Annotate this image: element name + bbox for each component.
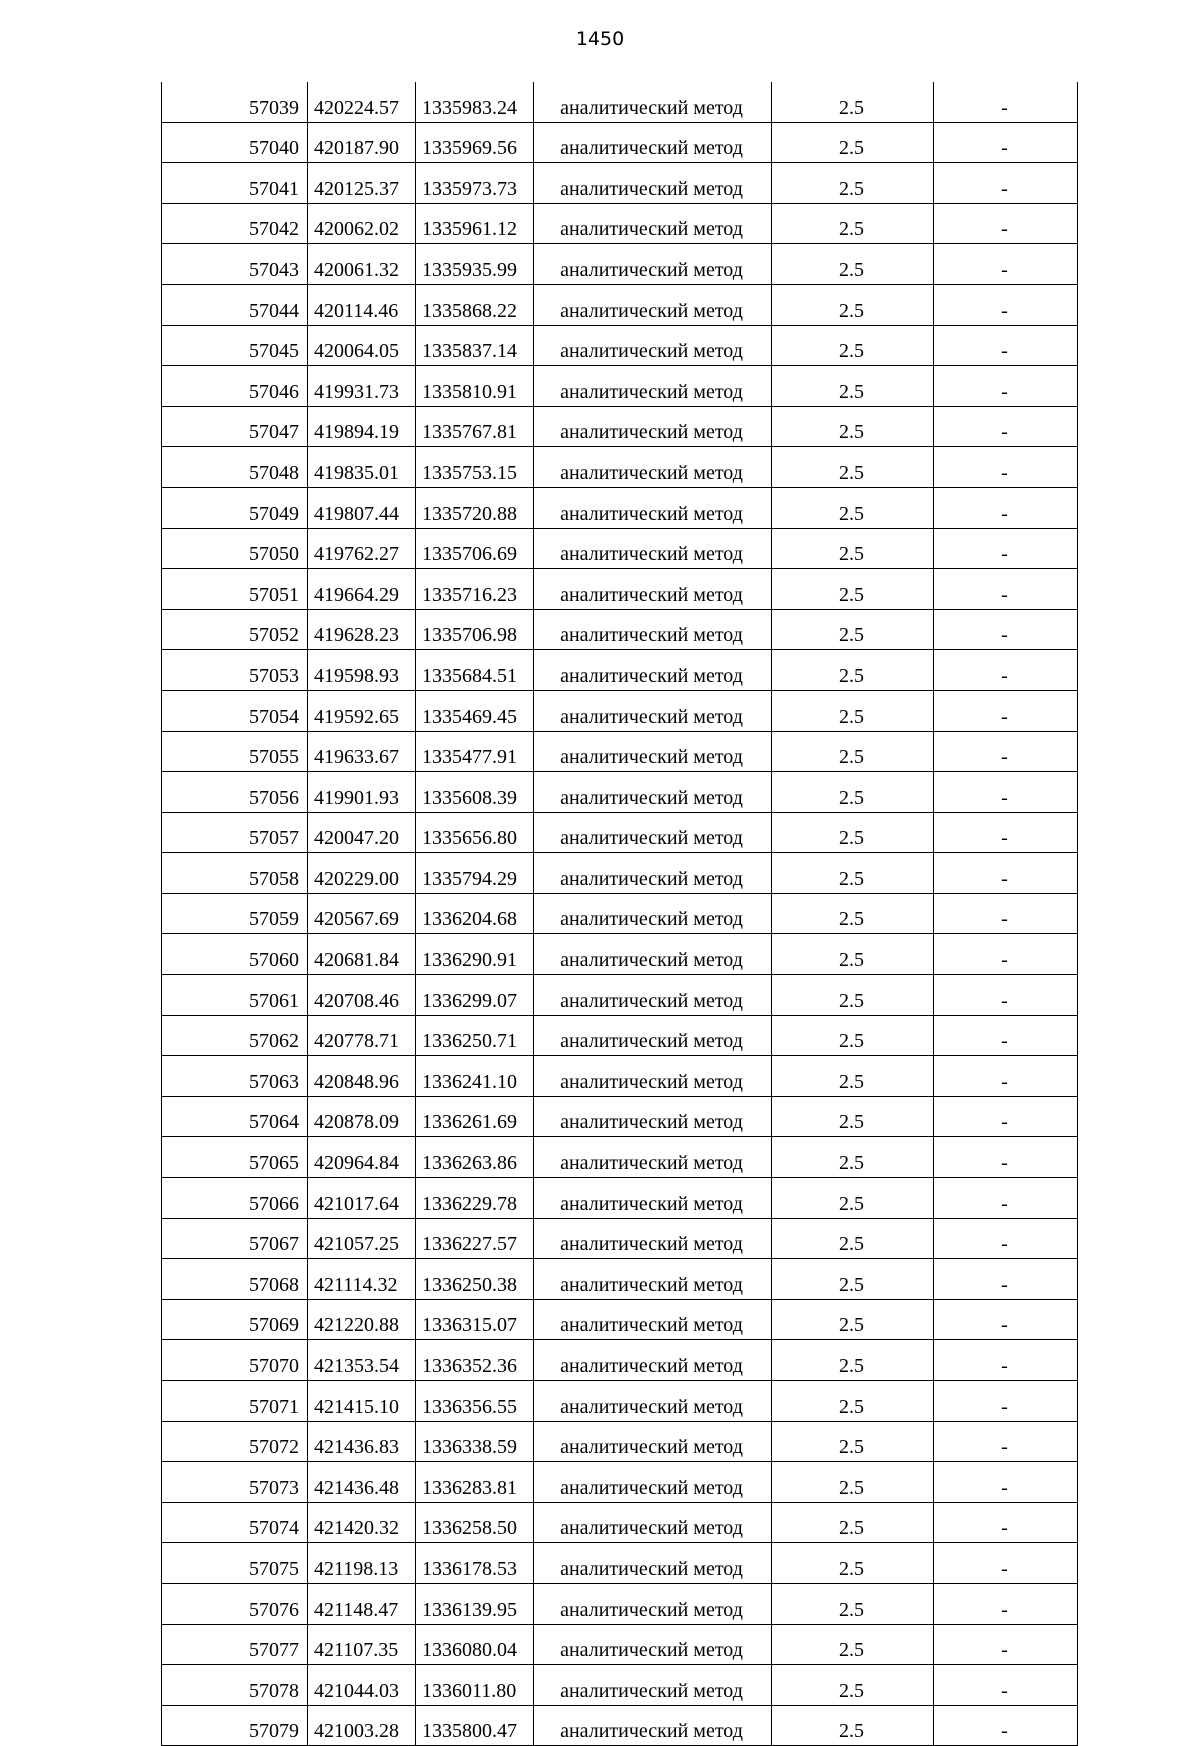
note-cell: - <box>934 1340 1078 1381</box>
point-number-cell: 57056 <box>162 772 308 813</box>
table-row <box>162 325 1078 366</box>
table-row <box>162 1462 1078 1503</box>
x-coordinate-cell: 419901.93 <box>308 772 416 813</box>
accuracy-cell: 2.5 <box>772 1462 934 1503</box>
accuracy-cell: 2.5 <box>772 731 934 772</box>
point-number-cell: 57040 <box>162 122 308 163</box>
method-cell: аналитический метод <box>534 812 772 853</box>
accuracy-cell: 2.5 <box>772 325 934 366</box>
note-cell: - <box>934 82 1078 122</box>
y-coordinate-cell: 1336356.55 <box>416 1381 534 1422</box>
method-cell: аналитический метод <box>534 1462 772 1503</box>
note-cell: - <box>934 447 1078 488</box>
y-coordinate-cell: 1336204.68 <box>416 893 534 934</box>
note-cell: - <box>934 690 1078 731</box>
point-number-cell: 57058 <box>162 853 308 894</box>
table-row <box>162 1218 1078 1259</box>
method-cell: аналитический метод <box>534 1381 772 1422</box>
accuracy-cell: 2.5 <box>772 82 934 122</box>
x-coordinate-cell: 419633.67 <box>308 731 416 772</box>
table-row <box>162 609 1078 650</box>
point-number-cell: 57050 <box>162 528 308 569</box>
point-number-cell: 57049 <box>162 487 308 528</box>
y-coordinate-cell: 1335810.91 <box>416 366 534 407</box>
table-row <box>162 1137 1078 1178</box>
accuracy-cell: 2.5 <box>772 975 934 1016</box>
method-cell: аналитический метод <box>534 1624 772 1665</box>
x-coordinate-cell: 419664.29 <box>308 569 416 610</box>
method-cell: аналитический метод <box>534 772 772 813</box>
method-cell: аналитический метод <box>534 203 772 244</box>
table-row <box>162 1299 1078 1340</box>
table-row <box>162 1015 1078 1056</box>
method-cell: аналитический метод <box>534 284 772 325</box>
table-row <box>162 1056 1078 1097</box>
note-cell: - <box>934 1096 1078 1137</box>
method-cell: аналитический метод <box>534 406 772 447</box>
note-cell: - <box>934 934 1078 975</box>
method-cell: аналитический метод <box>534 1299 772 1340</box>
x-coordinate-cell: 419807.44 <box>308 487 416 528</box>
accuracy-cell: 2.5 <box>772 1137 934 1178</box>
x-coordinate-cell: 421436.48 <box>308 1462 416 1503</box>
x-coordinate-cell: 420187.90 <box>308 122 416 163</box>
point-number-cell: 57060 <box>162 934 308 975</box>
accuracy-cell: 2.5 <box>772 934 934 975</box>
y-coordinate-cell: 1336227.57 <box>416 1218 534 1259</box>
table-row <box>162 366 1078 407</box>
point-number-cell: 57039 <box>162 82 308 122</box>
y-coordinate-cell: 1335716.23 <box>416 569 534 610</box>
point-number-cell: 57047 <box>162 406 308 447</box>
accuracy-cell: 2.5 <box>772 1705 934 1746</box>
note-cell: - <box>934 1259 1078 1300</box>
x-coordinate-cell: 419598.93 <box>308 650 416 691</box>
method-cell: аналитический метод <box>534 325 772 366</box>
y-coordinate-cell: 1336315.07 <box>416 1299 534 1340</box>
note-cell: - <box>934 366 1078 407</box>
accuracy-cell: 2.5 <box>772 812 934 853</box>
point-number-cell: 57074 <box>162 1502 308 1543</box>
table-row <box>162 82 1078 122</box>
y-coordinate-cell: 1335706.69 <box>416 528 534 569</box>
method-cell: аналитический метод <box>534 690 772 731</box>
accuracy-cell: 2.5 <box>772 1178 934 1219</box>
accuracy-cell: 2.5 <box>772 650 934 691</box>
point-number-cell: 57063 <box>162 1056 308 1097</box>
table-row <box>162 690 1078 731</box>
y-coordinate-cell: 1335656.80 <box>416 812 534 853</box>
x-coordinate-cell: 421003.28 <box>308 1705 416 1746</box>
y-coordinate-cell: 1335608.39 <box>416 772 534 813</box>
y-coordinate-cell: 1336080.04 <box>416 1624 534 1665</box>
x-coordinate-cell: 420964.84 <box>308 1137 416 1178</box>
note-cell: - <box>934 1381 1078 1422</box>
point-number-cell: 57072 <box>162 1421 308 1462</box>
point-number-cell: 57051 <box>162 569 308 610</box>
table-row <box>162 1381 1078 1422</box>
y-coordinate-cell: 1336261.69 <box>416 1096 534 1137</box>
table-row <box>162 244 1078 285</box>
accuracy-cell: 2.5 <box>772 487 934 528</box>
y-coordinate-cell: 1336258.50 <box>416 1502 534 1543</box>
table-row <box>162 1583 1078 1624</box>
note-cell: - <box>934 1178 1078 1219</box>
note-cell: - <box>934 1299 1078 1340</box>
y-coordinate-cell: 1336283.81 <box>416 1462 534 1503</box>
note-cell: - <box>934 163 1078 204</box>
accuracy-cell: 2.5 <box>772 1583 934 1624</box>
note-cell: - <box>934 528 1078 569</box>
method-cell: аналитический метод <box>534 731 772 772</box>
y-coordinate-cell: 1336250.38 <box>416 1259 534 1300</box>
point-number-cell: 57079 <box>162 1705 308 1746</box>
point-number-cell: 57059 <box>162 893 308 934</box>
note-cell: - <box>934 1502 1078 1543</box>
method-cell: аналитический метод <box>534 1340 772 1381</box>
x-coordinate-cell: 420047.20 <box>308 812 416 853</box>
y-coordinate-cell: 1336352.36 <box>416 1340 534 1381</box>
table-row <box>162 812 1078 853</box>
table-row <box>162 284 1078 325</box>
method-cell: аналитический метод <box>534 1259 772 1300</box>
method-cell: аналитический метод <box>534 1502 772 1543</box>
y-coordinate-cell: 1335720.88 <box>416 487 534 528</box>
accuracy-cell: 2.5 <box>772 1056 934 1097</box>
note-cell: - <box>934 975 1078 1016</box>
note-cell: - <box>934 1015 1078 1056</box>
accuracy-cell: 2.5 <box>772 1259 934 1300</box>
y-coordinate-cell: 1335961.12 <box>416 203 534 244</box>
note-cell: - <box>934 1137 1078 1178</box>
y-coordinate-cell: 1335800.47 <box>416 1705 534 1746</box>
x-coordinate-cell: 420064.05 <box>308 325 416 366</box>
point-number-cell: 57070 <box>162 1340 308 1381</box>
page-number: 1450 <box>575 28 625 50</box>
point-number-cell: 57065 <box>162 1137 308 1178</box>
point-number-cell: 57064 <box>162 1096 308 1137</box>
x-coordinate-cell: 420062.02 <box>308 203 416 244</box>
point-number-cell: 57073 <box>162 1462 308 1503</box>
x-coordinate-cell: 421220.88 <box>308 1299 416 1340</box>
note-cell: - <box>934 650 1078 691</box>
y-coordinate-cell: 1336299.07 <box>416 975 534 1016</box>
point-number-cell: 57057 <box>162 812 308 853</box>
accuracy-cell: 2.5 <box>772 609 934 650</box>
note-cell: - <box>934 325 1078 366</box>
point-number-cell: 57052 <box>162 609 308 650</box>
y-coordinate-cell: 1336241.10 <box>416 1056 534 1097</box>
table-row <box>162 650 1078 691</box>
point-number-cell: 57041 <box>162 163 308 204</box>
point-number-cell: 57062 <box>162 1015 308 1056</box>
method-cell: аналитический метод <box>534 934 772 975</box>
table-row <box>162 1421 1078 1462</box>
note-cell: - <box>934 893 1078 934</box>
point-number-cell: 57061 <box>162 975 308 1016</box>
y-coordinate-cell: 1336139.95 <box>416 1583 534 1624</box>
point-number-cell: 57069 <box>162 1299 308 1340</box>
x-coordinate-cell: 420878.09 <box>308 1096 416 1137</box>
x-coordinate-cell: 420114.46 <box>308 284 416 325</box>
x-coordinate-cell: 421114.32 <box>308 1259 416 1300</box>
y-coordinate-cell: 1336290.91 <box>416 934 534 975</box>
accuracy-cell: 2.5 <box>772 1665 934 1706</box>
point-number-cell: 57075 <box>162 1543 308 1584</box>
point-number-cell: 57044 <box>162 284 308 325</box>
x-coordinate-cell: 419931.73 <box>308 366 416 407</box>
table-row <box>162 1543 1078 1584</box>
y-coordinate-cell: 1335753.15 <box>416 447 534 488</box>
note-cell: - <box>934 731 1078 772</box>
method-cell: аналитический метод <box>534 366 772 407</box>
y-coordinate-cell: 1335935.99 <box>416 244 534 285</box>
x-coordinate-cell: 421420.32 <box>308 1502 416 1543</box>
accuracy-cell: 2.5 <box>772 163 934 204</box>
y-coordinate-cell: 1336011.80 <box>416 1665 534 1706</box>
method-cell: аналитический метод <box>534 975 772 1016</box>
table-row <box>162 1096 1078 1137</box>
method-cell: аналитический метод <box>534 1665 772 1706</box>
method-cell: аналитический метод <box>534 447 772 488</box>
x-coordinate-cell: 420778.71 <box>308 1015 416 1056</box>
method-cell: аналитический метод <box>534 163 772 204</box>
method-cell: аналитический метод <box>534 244 772 285</box>
accuracy-cell: 2.5 <box>772 1502 934 1543</box>
x-coordinate-cell: 420567.69 <box>308 893 416 934</box>
note-cell: - <box>934 1583 1078 1624</box>
note-cell: - <box>934 1705 1078 1746</box>
table-row <box>162 569 1078 610</box>
point-number-cell: 57048 <box>162 447 308 488</box>
point-number-cell: 57066 <box>162 1178 308 1219</box>
method-cell: аналитический метод <box>534 569 772 610</box>
accuracy-cell: 2.5 <box>772 1015 934 1056</box>
table-row <box>162 1624 1078 1665</box>
x-coordinate-cell: 420708.46 <box>308 975 416 1016</box>
note-cell: - <box>934 1056 1078 1097</box>
point-number-cell: 57043 <box>162 244 308 285</box>
x-coordinate-cell: 419762.27 <box>308 528 416 569</box>
method-cell: аналитический метод <box>534 528 772 569</box>
x-coordinate-cell: 421148.47 <box>308 1583 416 1624</box>
table-row <box>162 934 1078 975</box>
table-row <box>162 1259 1078 1300</box>
accuracy-cell: 2.5 <box>772 528 934 569</box>
accuracy-cell: 2.5 <box>772 569 934 610</box>
point-number-cell: 57053 <box>162 650 308 691</box>
table-row <box>162 1502 1078 1543</box>
x-coordinate-cell: 421198.13 <box>308 1543 416 1584</box>
accuracy-cell: 2.5 <box>772 853 934 894</box>
note-cell: - <box>934 122 1078 163</box>
accuracy-cell: 2.5 <box>772 447 934 488</box>
y-coordinate-cell: 1335983.24 <box>416 82 534 122</box>
table-row <box>162 1705 1078 1746</box>
note-cell: - <box>934 406 1078 447</box>
accuracy-cell: 2.5 <box>772 1381 934 1422</box>
note-cell: - <box>934 284 1078 325</box>
method-cell: аналитический метод <box>534 487 772 528</box>
y-coordinate-cell: 1335684.51 <box>416 650 534 691</box>
point-number-cell: 57068 <box>162 1259 308 1300</box>
y-coordinate-cell: 1336263.86 <box>416 1137 534 1178</box>
table-row <box>162 731 1078 772</box>
coordinates-table <box>161 82 1078 1746</box>
table-row <box>162 853 1078 894</box>
accuracy-cell: 2.5 <box>772 772 934 813</box>
note-cell: - <box>934 1462 1078 1503</box>
method-cell: аналитический метод <box>534 122 772 163</box>
note-cell: - <box>934 569 1078 610</box>
note-cell: - <box>934 609 1078 650</box>
y-coordinate-cell: 1336338.59 <box>416 1421 534 1462</box>
method-cell: аналитический метод <box>534 1056 772 1097</box>
x-coordinate-cell: 420229.00 <box>308 853 416 894</box>
table-row <box>162 772 1078 813</box>
accuracy-cell: 2.5 <box>772 690 934 731</box>
y-coordinate-cell: 1335969.56 <box>416 122 534 163</box>
x-coordinate-cell: 419894.19 <box>308 406 416 447</box>
y-coordinate-cell: 1336178.53 <box>416 1543 534 1584</box>
method-cell: аналитический метод <box>534 82 772 122</box>
point-number-cell: 57042 <box>162 203 308 244</box>
accuracy-cell: 2.5 <box>772 1096 934 1137</box>
point-number-cell: 57046 <box>162 366 308 407</box>
y-coordinate-cell: 1336229.78 <box>416 1178 534 1219</box>
x-coordinate-cell: 421353.54 <box>308 1340 416 1381</box>
x-coordinate-cell: 421017.64 <box>308 1178 416 1219</box>
note-cell: - <box>934 853 1078 894</box>
x-coordinate-cell: 420681.84 <box>308 934 416 975</box>
x-coordinate-cell: 420224.57 <box>308 82 416 122</box>
accuracy-cell: 2.5 <box>772 406 934 447</box>
y-coordinate-cell: 1335706.98 <box>416 609 534 650</box>
point-number-cell: 57067 <box>162 1218 308 1259</box>
y-coordinate-cell: 1336250.71 <box>416 1015 534 1056</box>
accuracy-cell: 2.5 <box>772 366 934 407</box>
y-coordinate-cell: 1335477.91 <box>416 731 534 772</box>
note-cell: - <box>934 1624 1078 1665</box>
note-cell: - <box>934 1218 1078 1259</box>
table-row <box>162 406 1078 447</box>
note-cell: - <box>934 772 1078 813</box>
y-coordinate-cell: 1335469.45 <box>416 690 534 731</box>
y-coordinate-cell: 1335868.22 <box>416 284 534 325</box>
x-coordinate-cell: 420125.37 <box>308 163 416 204</box>
coordinates-table-body <box>162 82 1078 1746</box>
table-row <box>162 1665 1078 1706</box>
method-cell: аналитический метод <box>534 609 772 650</box>
method-cell: аналитический метод <box>534 1178 772 1219</box>
note-cell: - <box>934 203 1078 244</box>
accuracy-cell: 2.5 <box>772 1340 934 1381</box>
accuracy-cell: 2.5 <box>772 1218 934 1259</box>
point-number-cell: 57054 <box>162 690 308 731</box>
x-coordinate-cell: 421044.03 <box>308 1665 416 1706</box>
accuracy-cell: 2.5 <box>772 284 934 325</box>
method-cell: аналитический метод <box>534 1096 772 1137</box>
accuracy-cell: 2.5 <box>772 203 934 244</box>
method-cell: аналитический метод <box>534 1705 772 1746</box>
method-cell: аналитический метод <box>534 1543 772 1584</box>
note-cell: - <box>934 1665 1078 1706</box>
table-row <box>162 893 1078 934</box>
note-cell: - <box>934 1543 1078 1584</box>
note-cell: - <box>934 487 1078 528</box>
note-cell: - <box>934 244 1078 285</box>
table-row <box>162 528 1078 569</box>
y-coordinate-cell: 1335973.73 <box>416 163 534 204</box>
table-row <box>162 487 1078 528</box>
y-coordinate-cell: 1335767.81 <box>416 406 534 447</box>
note-cell: - <box>934 1421 1078 1462</box>
accuracy-cell: 2.5 <box>772 1421 934 1462</box>
note-cell: - <box>934 812 1078 853</box>
table-row <box>162 1178 1078 1219</box>
point-number-cell: 57077 <box>162 1624 308 1665</box>
method-cell: аналитический метод <box>534 853 772 894</box>
y-coordinate-cell: 1335794.29 <box>416 853 534 894</box>
accuracy-cell: 2.5 <box>772 244 934 285</box>
accuracy-cell: 2.5 <box>772 1624 934 1665</box>
x-coordinate-cell: 421057.25 <box>308 1218 416 1259</box>
x-coordinate-cell: 421107.35 <box>308 1624 416 1665</box>
x-coordinate-cell: 419628.23 <box>308 609 416 650</box>
point-number-cell: 57055 <box>162 731 308 772</box>
table-row <box>162 163 1078 204</box>
table-row <box>162 447 1078 488</box>
accuracy-cell: 2.5 <box>772 893 934 934</box>
accuracy-cell: 2.5 <box>772 1299 934 1340</box>
x-coordinate-cell: 419835.01 <box>308 447 416 488</box>
method-cell: аналитический метод <box>534 893 772 934</box>
method-cell: аналитический метод <box>534 1137 772 1178</box>
table-row <box>162 122 1078 163</box>
method-cell: аналитический метод <box>534 1421 772 1462</box>
method-cell: аналитический метод <box>534 1583 772 1624</box>
method-cell: аналитический метод <box>534 650 772 691</box>
table-row <box>162 1340 1078 1381</box>
table-row <box>162 975 1078 1016</box>
point-number-cell: 57078 <box>162 1665 308 1706</box>
method-cell: аналитический метод <box>534 1218 772 1259</box>
x-coordinate-cell: 420061.32 <box>308 244 416 285</box>
x-coordinate-cell: 420848.96 <box>308 1056 416 1097</box>
table-row <box>162 203 1078 244</box>
accuracy-cell: 2.5 <box>772 122 934 163</box>
point-number-cell: 57045 <box>162 325 308 366</box>
method-cell: аналитический метод <box>534 1015 772 1056</box>
accuracy-cell: 2.5 <box>772 1543 934 1584</box>
x-coordinate-cell: 421436.83 <box>308 1421 416 1462</box>
point-number-cell: 57076 <box>162 1583 308 1624</box>
x-coordinate-cell: 419592.65 <box>308 690 416 731</box>
x-coordinate-cell: 421415.10 <box>308 1381 416 1422</box>
y-coordinate-cell: 1335837.14 <box>416 325 534 366</box>
point-number-cell: 57071 <box>162 1381 308 1422</box>
